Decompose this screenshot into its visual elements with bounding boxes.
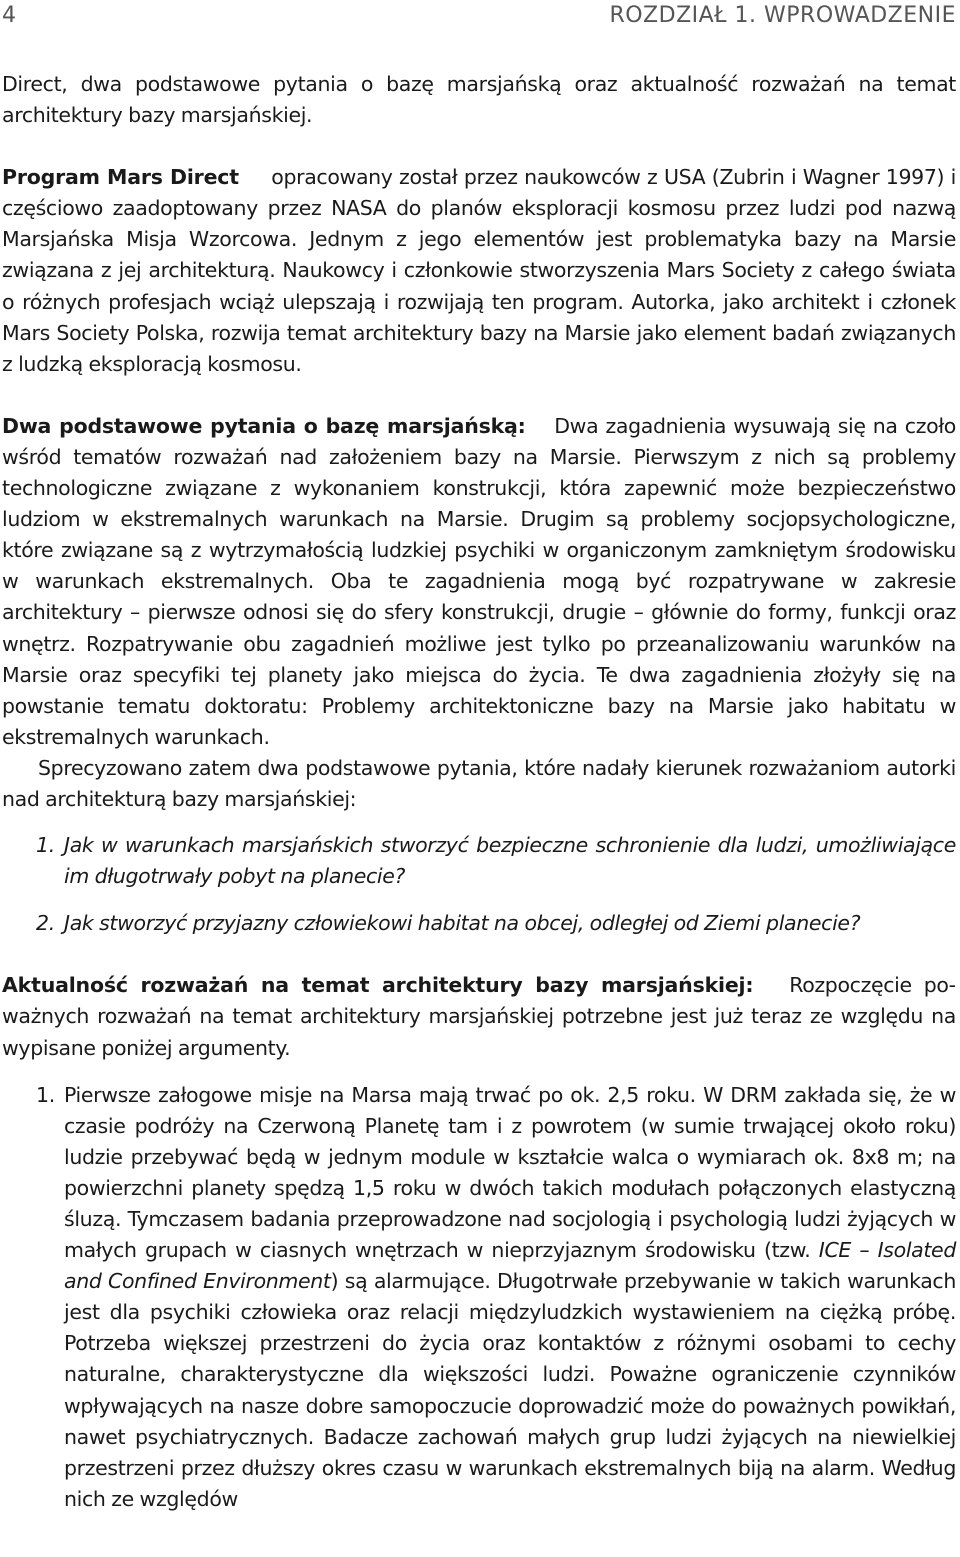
two-questions-heading: Dwa podstawowe pytania o bazę marsjańską: bbox=[2, 413, 526, 438]
intro-paragraph: Direct, dwa podstawowe pytania o bazę marsjańską oraz aktualność rozważań na temat architektury bazy marsjańskiej. bbox=[2, 72, 956, 128]
list-item-text: Jak w warunkach marsjańskich stworzyć bezpieczne schronienie dla ludzi, umożliwiające im długotrwały pobyt na planecie? bbox=[64, 833, 956, 889]
list-item bbox=[2, 1080, 956, 1515]
page-number: 4 bbox=[2, 3, 16, 28]
page-header bbox=[2, 0, 956, 32]
relevance-heading: Aktualność rozważań na temat architektury bazy marsjańskiej: bbox=[2, 973, 754, 998]
list-item bbox=[2, 908, 956, 939]
arguments-list bbox=[2, 1080, 956, 1515]
list-item bbox=[2, 830, 956, 892]
questions-intro-paragraph: Sprecyzowano zatem dwa podstawowe pytania, które nadały kierunek rozważaniom autorki nad architekturą bazy marsjańskiej: bbox=[2, 755, 956, 811]
mars-direct-text: opracowany został przez naukowców z USA (Zubrin i Wagner 1997) i częściowo zaadoptowany przez NASA do planów eksploracji kosmosu przez ludzi pod nazwą Marsjańska Misja Wzorcowa. Jednym z jego elementów jest problematyka bazy na Marsie związana z jej architekturą. Naukowcy i członkowie stworzyszenia Mars Society z całego świata o różnych profesjach wciąż ulepszają i rozwijają ten program. Autorka, jako architekt i członek Mars Society Polska, rozwija temat architektury bazy na Marsie jako element badań związanych z ludzką eksploracją kosmosu. bbox=[2, 165, 956, 376]
research-questions-list bbox=[2, 830, 956, 939]
list-item-number: 1. bbox=[36, 833, 55, 858]
two-questions-text: Dwa zagadnienia wysuwają się na czoło wśród tematów rozważań nad założeniem bazy na Marsie. Pierwszym z nich są problemy technologiczne związane z wykonaniem konstrukcji, która zapewnić może bezpieczeństwo ludziom w ekstremalnych warunkach na Marsie. Drugim są problemy socjopsychologiczne, które związane są z wytrzymałością ludzkiej psychiki w organiczonym zamkniętym środowisku w warunkach ekstremalnych. Oba te zagadnienia mogą być rozpatrywane w zakresie architektury – pierwsze odnosi się do sfery konstrukcji, drugie – głównie do formy, funkcji oraz wnętrz. Rozpatrywanie obu zagadnień możliwe jest tylko po przeanalizowaniu warunków na Marsie oraz specyfiki tej planety jako miejsca do życia. Te dwa zagadnienia złożyły się na powstanie tematu doktoratu: Problemy architektoniczne bazy na Marsie jako habitatu w ekstremalnych warunkach. bbox=[2, 413, 956, 749]
list-item-number: 1. bbox=[36, 1082, 55, 1107]
page-body bbox=[2, 69, 956, 1515]
mars-direct-heading: Program Mars Direct bbox=[2, 165, 239, 190]
list-item-text: Pierwsze załogowe misje na Marsa mają trwać po ok. 2,5 roku. W DRM zakłada się, że w czasie podróży na Czerwoną Planetę tam i z powrotem (w sumie trwającej około roku) ludzie przebywać będą w jednym module w kształcie walca o wymiarach ok. 8x8 m; na powierzchni planety spędzą 1,5 roku w dwóch takich modułach połączonych elastyczną śluzą. Tymczasem badania przeprowadzone nad socjologią i psychologią ludzi żyjących w małych grupach w ciasnych wnętrzach w nieprzyjaznym środowisku (tzw. bbox=[64, 1082, 956, 1263]
relevance-paragraph bbox=[2, 970, 956, 1063]
running-title: ROZDZIAŁ 1. WPROWADZENIE bbox=[609, 3, 956, 28]
two-questions-paragraph bbox=[2, 411, 956, 753]
ice-term: ICE – Isolated and Confined Environment bbox=[64, 1238, 956, 1294]
relevance-text: Rozpoczęcie poważnych rozważań na temat architektury marsjańskiej potrzebne jest już teraz ze względu na wypisane poniżej argumenty. bbox=[2, 973, 956, 1060]
list-item-number: 2. bbox=[36, 911, 55, 936]
list-item-text-continued: ) są alarmujące. Długotrwałe przebywanie w takich warunkach jest dla psychiki człowieka oraz relacji międzyludzkich wystawieniem na ciężką próbę. Potrzeba większej przestrzeni do życia oraz kontaktów z różnymi osobami to cechy naturalne, charakterystyczne dla większości ludzi. Poważne ograniczenie czynników wpływających na nasze dobre samopoczucie doprowadzić może do poważnych powikłań, nawet psychiatrycznych. Badacze zachowań małych grup ludzi żyjących na niewielkiej przestrzeni przez dłuższy okres czasu w warunkach ekstremalnych biją na alarm. Według nich ze względów bbox=[64, 1269, 956, 1511]
list-item-text: Jak stworzyć przyjazny człowiekowi habitat na obcej, odległej od Ziemi planecie? bbox=[64, 911, 861, 936]
mars-direct-paragraph bbox=[2, 162, 956, 380]
